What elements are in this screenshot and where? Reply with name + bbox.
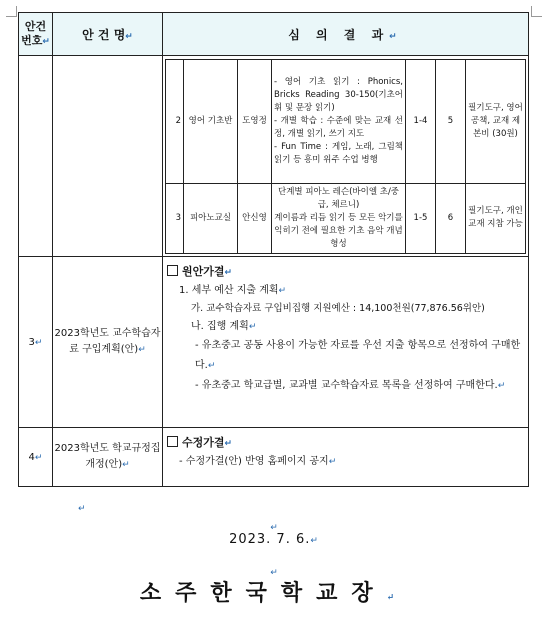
row3-agenda-name: 2023학년도 교수학습자료 구입계획(안)↵ bbox=[53, 257, 163, 428]
checkbox-icon bbox=[167, 436, 178, 447]
table-row-4 bbox=[19, 428, 529, 487]
row3-line2: 가. 교수학습자료 구입비집행 지원예산 : 14,100천원(77,876.56위안) bbox=[191, 303, 485, 314]
document-body bbox=[18, 12, 528, 487]
header-agenda-name: 안 건 명↵ bbox=[53, 13, 163, 56]
program-content: - 영어 기초 읽기 : Phonics, Bricks Reading 30-150(기초어휘 및 문장 읽기) - 개별 학습 : 수준에 맞는 교재 선정, 개별 읽기, 쓰기 지도 - Fun Time : 게임, 노래, 그림책 읽기 등 흥미 위주 수업 병행 bbox=[272, 59, 406, 183]
row3-heading: 원안가결↵ bbox=[167, 263, 524, 282]
row-after-school-results bbox=[163, 56, 529, 257]
checkbox-icon bbox=[167, 265, 178, 276]
row4-agenda-name: 2023학년도 학교규정집 개정(안)↵ bbox=[53, 428, 163, 487]
paragraph-mark-line: ↵ bbox=[270, 523, 278, 533]
row3-results bbox=[163, 257, 529, 428]
paragraph-mark-line: ↵ bbox=[270, 568, 278, 578]
row4-results bbox=[163, 428, 529, 487]
crop-mark-top-left bbox=[6, 6, 17, 17]
program-table bbox=[165, 59, 526, 254]
program-note: 필기도구, 영어공책, 교재 제본비 (30원) bbox=[466, 59, 526, 183]
deliberation-table bbox=[18, 12, 529, 487]
program-teacher: 도영정 bbox=[238, 59, 272, 183]
program-capacity: 6 bbox=[436, 183, 466, 253]
program-no: 2 bbox=[166, 59, 184, 183]
document-date: 2023. 7. 6.↵ bbox=[229, 532, 319, 547]
row-after-school-name bbox=[53, 56, 163, 257]
row4-agenda-no: 4↵ bbox=[19, 428, 53, 487]
row3-agenda-no: 3↵ bbox=[19, 257, 53, 428]
header-agenda-no: 안건 번호↵ bbox=[19, 13, 53, 56]
program-name: 영어 기초반 bbox=[184, 59, 238, 183]
program-name: 피아노교실 bbox=[184, 183, 238, 253]
row4-heading: 수정가결↵ bbox=[167, 434, 524, 453]
row3-line3: 나. 집행 계획↵ bbox=[191, 321, 257, 332]
row3-line1: 1. 세부 예산 지출 계획↵ bbox=[179, 285, 287, 296]
crop-mark-top-right bbox=[531, 6, 542, 17]
program-capacity: 5 bbox=[436, 59, 466, 183]
paragraph-mark-line: ↵ bbox=[78, 504, 86, 514]
program-row bbox=[166, 183, 526, 253]
row3-bullet1: - 유초중고 공동 사용이 가능한 자료를 우선 지출 항목으로 선정하여 구매한다.↵ bbox=[195, 340, 521, 371]
row-after-school-no bbox=[19, 56, 53, 257]
table-header-row bbox=[19, 13, 529, 56]
program-note: 필기도구, 개인 교재 지참 가능 bbox=[466, 183, 526, 253]
program-teacher: 안신영 bbox=[238, 183, 272, 253]
program-grade: 1-5 bbox=[406, 183, 436, 253]
table-row-3 bbox=[19, 257, 529, 428]
program-content: 단계별 피아노 레슨(바이엘 초/중급, 체르니) 계이름과 리듬 읽기 등 모든 악기를 익히기 전에 필요한 기초 음악 개념 형성 bbox=[272, 183, 406, 253]
signature-line: 소주한국학교장↵ bbox=[139, 580, 409, 606]
program-row bbox=[166, 59, 526, 183]
row3-bullet2: - 유초중고 학교급별, 교과별 교수학습자료 목록을 선정하여 구매한다.↵ bbox=[195, 380, 506, 391]
table-row-after-school bbox=[19, 56, 529, 257]
header-results: 심 의 결 과↵ bbox=[163, 13, 529, 56]
program-grade: 1-4 bbox=[406, 59, 436, 183]
row4-line1: - 수정가결(안) 반영 홈페이지 공지↵ bbox=[179, 456, 337, 467]
program-no: 3 bbox=[166, 183, 184, 253]
